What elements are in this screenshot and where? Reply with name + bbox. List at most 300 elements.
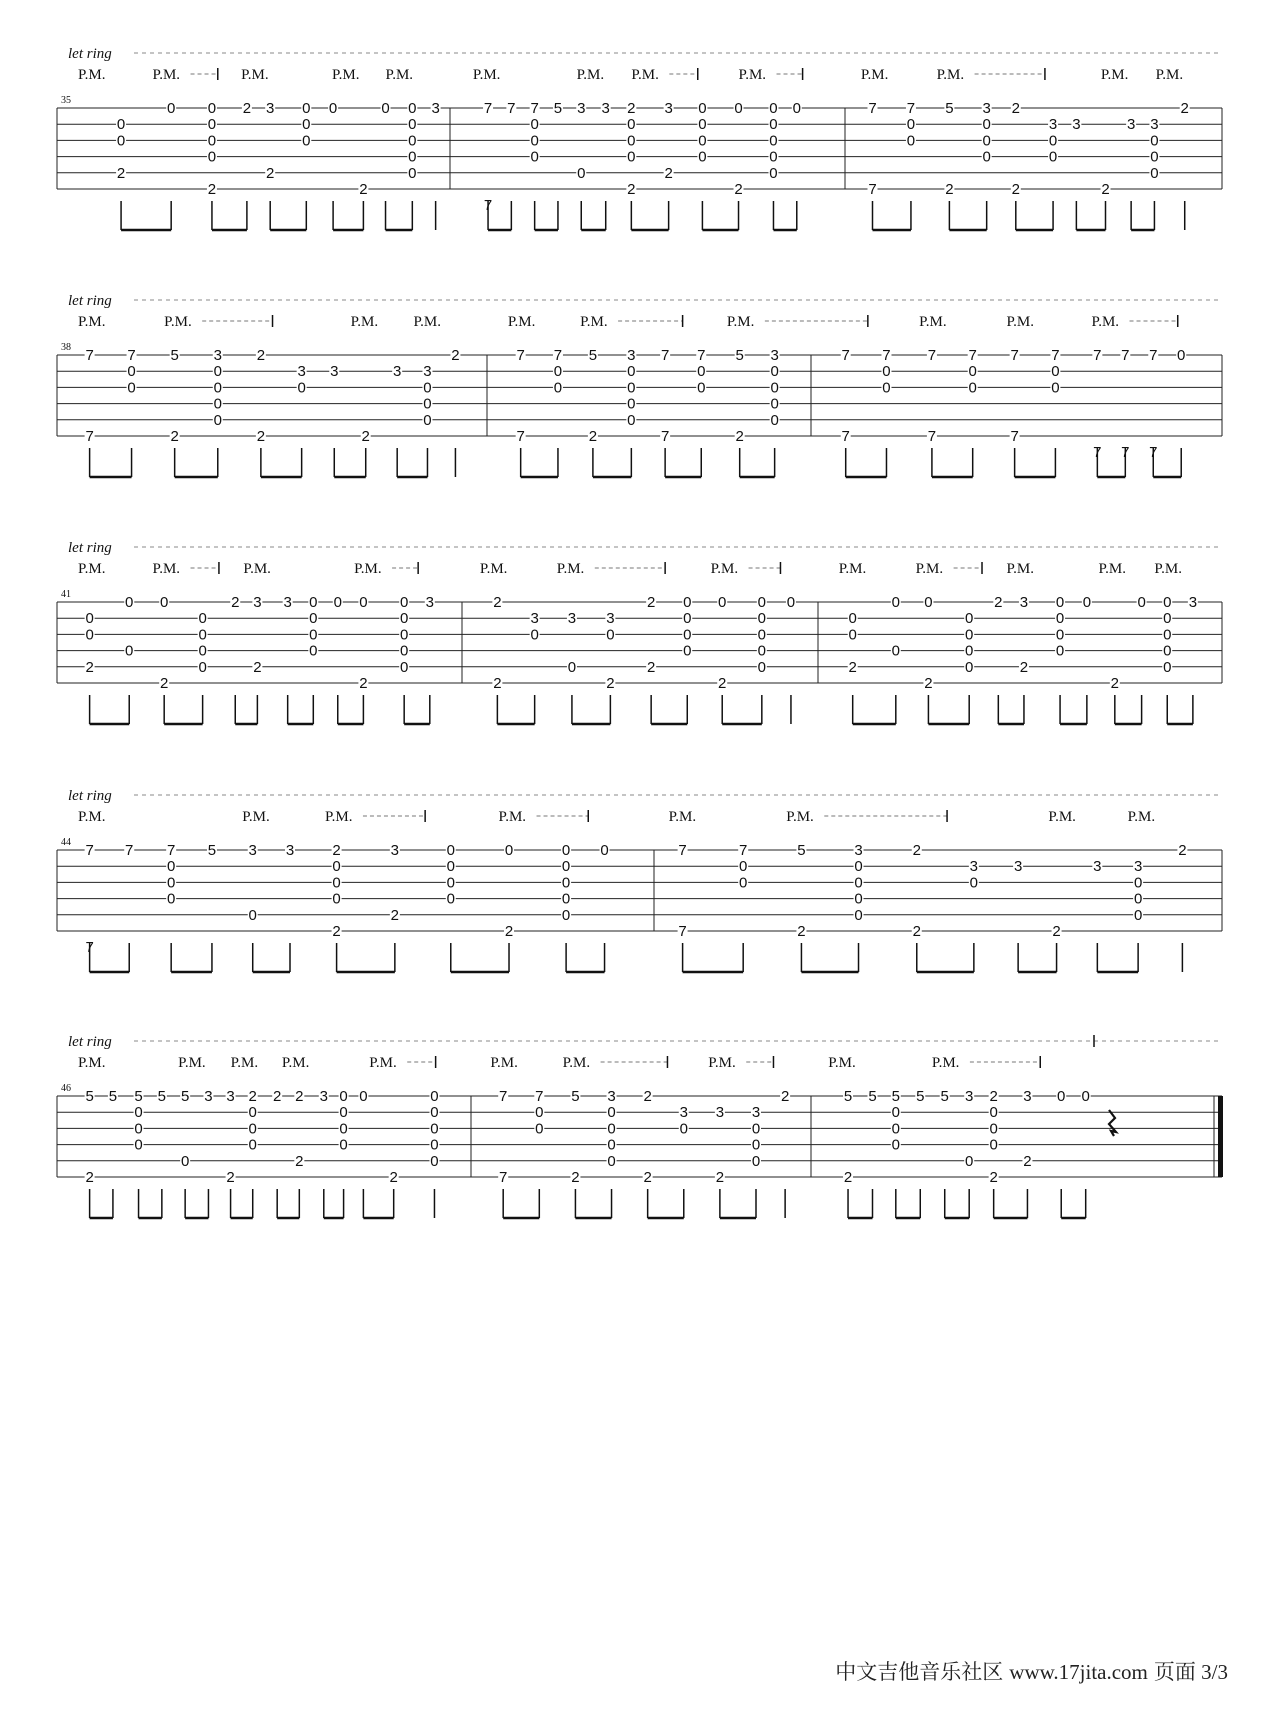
fret-number: 3 (664, 100, 673, 117)
fret-number: 5 (891, 1088, 900, 1105)
fret-number: 5 (588, 347, 598, 364)
measure-number: 41 (61, 589, 71, 600)
fret-number: 0 (1133, 890, 1143, 908)
fret-number: 0 (627, 148, 636, 166)
fret-number: 0 (1051, 379, 1060, 397)
fret-number: 0 (213, 411, 222, 429)
fret-number: 0 (757, 594, 766, 611)
fret-number: 0 (248, 906, 257, 924)
fret-number: 0 (399, 626, 409, 644)
fret-number: 0 (535, 1120, 544, 1138)
fret-number: 0 (627, 116, 636, 134)
fret-number: 2 (1011, 181, 1020, 198)
fret-number: 2 (734, 181, 743, 198)
fret-number: 7 (499, 1169, 508, 1186)
fret-number: 3 (393, 363, 402, 381)
fret-number: 0 (561, 842, 571, 859)
fret-number: 7 (927, 428, 937, 445)
fret-number: 0 (1133, 874, 1143, 892)
fret-number: 3 (1023, 1088, 1032, 1105)
palm-mute-label: P.M. (77, 314, 106, 330)
palm-mute-label: P.M. (1155, 67, 1184, 83)
fret-number: 0 (553, 363, 563, 381)
fret-number: 7 (678, 842, 687, 859)
fret-number: 0 (751, 1120, 761, 1138)
fret-number: 0 (739, 874, 748, 892)
fret-number: 2 (643, 1088, 652, 1105)
page-footer (829, 1656, 1228, 1686)
fret-number: 0 (1137, 594, 1146, 611)
fret-number: 0 (530, 132, 539, 150)
fret-number: 0 (1133, 906, 1143, 924)
palm-mute-label: P.M. (490, 1055, 518, 1071)
fret-number: 0 (698, 100, 707, 117)
fret-number: 2 (207, 181, 217, 198)
footer-site-name: 中文吉他音乐社区 (835, 1660, 1004, 1684)
fret-number: 3 (1126, 116, 1136, 134)
fret-number: 5 (108, 1088, 118, 1105)
fret-number: 3 (319, 1088, 328, 1105)
fret-number: 2 (359, 181, 368, 198)
fret-number: 0 (134, 1104, 143, 1122)
fret-number: 0 (423, 411, 432, 429)
palm-mute-label: P.M. (242, 809, 270, 825)
palm-mute-label: P.M. (498, 809, 527, 825)
fret-number: 0 (332, 890, 341, 908)
fret-number: 2 (571, 1169, 580, 1186)
fret-number: 0 (1150, 148, 1159, 166)
fret-number: 0 (854, 890, 863, 908)
fret-number: 2 (85, 1169, 94, 1186)
fret-number: 2 (627, 100, 636, 117)
fret-number: 0 (1081, 1088, 1090, 1105)
fret-number: 0 (567, 658, 577, 676)
fret-number: 0 (430, 1120, 439, 1138)
fret-number: 0 (854, 874, 863, 892)
palm-mute-label: P.M. (708, 1055, 736, 1071)
fret-number: 5 (843, 1088, 853, 1105)
fret-number: 2 (715, 1169, 725, 1186)
fret-number: 0 (1051, 363, 1060, 381)
fret-number: 2 (1052, 923, 1061, 940)
fret-number: 7 (553, 347, 563, 364)
fret-number: 2 (493, 594, 502, 611)
fret-number: 0 (339, 1088, 348, 1105)
fret-number: 0 (698, 116, 707, 134)
let-ring-label: let ring (68, 293, 112, 309)
measure-number: 35 (61, 95, 71, 106)
fret-number: 7 (841, 428, 850, 445)
fret-number: 3 (390, 842, 400, 859)
fret-number: 0 (309, 626, 318, 644)
fret-number: 2 (226, 1169, 235, 1186)
palm-mute-label: P.M. (472, 67, 501, 83)
footer-url: www.17jita.com (1009, 1660, 1148, 1684)
fret-number: 2 (643, 1169, 652, 1186)
fret-number: 0 (134, 1120, 143, 1138)
fret-number: 0 (399, 658, 409, 676)
fret-number: 2 (266, 164, 275, 182)
fret-number: 0 (430, 1104, 439, 1122)
fret-number: 0 (989, 1136, 998, 1154)
fret-number: 7 (1093, 444, 1102, 462)
palm-mute-label: P.M. (152, 67, 181, 83)
fret-number: 0 (504, 842, 514, 859)
fret-number: 0 (751, 1136, 761, 1154)
measure-number: 44 (61, 837, 71, 848)
fret-number: 3 (425, 594, 434, 611)
palm-mute-label: P.M. (164, 314, 192, 330)
fret-number: 0 (166, 858, 176, 876)
palm-mute-label: P.M. (385, 67, 414, 83)
fret-number: 0 (408, 116, 417, 134)
fret-number: 0 (332, 874, 341, 892)
fret-number: 0 (535, 1104, 544, 1122)
fret-number: 0 (854, 858, 863, 876)
fret-number: 0 (446, 858, 455, 876)
fret-number: 0 (751, 1152, 761, 1170)
fret-number: 0 (1055, 626, 1065, 644)
palm-mute-label: P.M. (230, 1055, 259, 1071)
fret-number: 0 (309, 594, 318, 611)
fret-number: 2 (253, 658, 262, 676)
fret-number: 0 (770, 379, 779, 397)
fret-number: 7 (127, 347, 136, 364)
fret-number: 0 (848, 626, 857, 644)
fret-number: 0 (792, 100, 801, 117)
palm-mute-label: P.M. (354, 561, 382, 577)
palm-mute-label: P.M. (936, 67, 965, 83)
fret-number: 0 (160, 594, 169, 611)
palm-mute-label: P.M. (241, 67, 269, 83)
fret-number: 0 (607, 1120, 616, 1138)
fret-number: 5 (180, 1088, 190, 1105)
fret-number: 0 (423, 379, 432, 397)
palm-mute-label: P.M. (860, 67, 889, 83)
fret-number: 0 (757, 658, 766, 676)
fret-number: 0 (891, 594, 900, 611)
fret-number: 5 (157, 1088, 167, 1105)
fret-number: 7 (906, 100, 916, 117)
quarter-rest (1109, 1110, 1116, 1136)
fret-number: 0 (627, 395, 636, 413)
fret-number: 3 (213, 347, 222, 364)
fret-number: 2 (646, 658, 656, 676)
fret-number: 0 (770, 363, 779, 381)
fret-number: 0 (1057, 1088, 1066, 1105)
palm-mute-label: P.M. (1091, 314, 1120, 330)
fret-number: 0 (989, 1104, 998, 1122)
fret-number: 0 (309, 610, 318, 628)
fret-number: 2 (295, 1152, 304, 1170)
fret-number: 0 (965, 626, 974, 644)
fret-number: 7 (868, 181, 877, 198)
fret-number: 5 (207, 842, 217, 859)
fret-number: 0 (332, 858, 341, 876)
fret-number: 2 (390, 906, 400, 924)
fret-number: 7 (1121, 444, 1130, 462)
fret-number: 0 (1163, 594, 1172, 611)
fret-number: 0 (430, 1088, 439, 1105)
fret-number: 0 (530, 148, 539, 166)
palm-mute-label: P.M. (931, 1055, 960, 1071)
fret-number: 2 (989, 1088, 998, 1105)
fret-number: 3 (330, 363, 339, 381)
fret-number: 2 (231, 594, 240, 611)
fret-number: 3 (283, 594, 292, 611)
palm-mute-label: P.M. (726, 314, 755, 330)
fret-number: 0 (607, 1136, 616, 1154)
fret-number: 0 (134, 1136, 143, 1154)
fret-number: 0 (166, 100, 176, 117)
fret-number: 0 (600, 842, 609, 859)
fret-number: 0 (399, 642, 409, 660)
fret-number: 3 (601, 100, 610, 117)
fret-number: 0 (769, 164, 778, 182)
palm-mute-label: P.M. (324, 809, 353, 825)
fret-number: 2 (718, 675, 727, 692)
fret-number: 0 (207, 132, 217, 150)
palm-mute-label: P.M. (919, 314, 947, 330)
fret-number: 7 (1093, 347, 1102, 364)
fret-number: 0 (125, 642, 134, 660)
fret-number: 0 (530, 116, 539, 134)
fret-number: 0 (339, 1136, 348, 1154)
fret-number: 0 (607, 1152, 616, 1170)
fret-number: 0 (757, 642, 766, 660)
fret-number: 7 (166, 842, 176, 859)
fret-number: 3 (431, 100, 440, 117)
fret-number: 2 (295, 1088, 304, 1105)
fret-number: 3 (253, 594, 262, 611)
fret-number: 2 (504, 923, 514, 940)
fret-number: 5 (571, 1088, 580, 1105)
palm-mute-label: P.M. (77, 67, 106, 83)
fret-number: 0 (786, 594, 796, 611)
fret-number: 3 (715, 1104, 725, 1122)
fret-number: 2 (780, 1088, 790, 1105)
fret-number: 0 (408, 148, 417, 166)
fret-number: 0 (882, 363, 891, 381)
fret-number: 2 (924, 675, 933, 692)
fret-number: 0 (408, 164, 417, 182)
tab-system (57, 300, 1222, 477)
fret-number: 2 (256, 347, 266, 364)
fret-number: 2 (912, 842, 921, 859)
fret-number: 2 (797, 923, 806, 940)
palm-mute-label: P.M. (507, 314, 536, 330)
fret-number: 3 (577, 100, 586, 117)
fret-number: 0 (85, 626, 94, 644)
fret-number: 0 (906, 132, 916, 150)
fret-number: 0 (1163, 610, 1172, 628)
fret-number: 0 (698, 148, 707, 166)
fret-number: 2 (359, 675, 368, 692)
fret-number: 0 (166, 890, 176, 908)
fret-number: 0 (1048, 148, 1058, 166)
fret-number: 7 (927, 347, 937, 364)
fret-number: 0 (1150, 132, 1159, 150)
fret-number: 0 (213, 363, 222, 381)
fret-number: 0 (982, 116, 991, 134)
fret-number: 2 (994, 594, 1003, 611)
fret-number: 0 (757, 610, 766, 628)
fret-number: 7 (968, 347, 977, 364)
fret-number: 0 (430, 1152, 439, 1170)
fret-number: 2 (256, 428, 266, 445)
fret-number: 5 (85, 1088, 94, 1105)
fret-number: 7 (85, 428, 94, 445)
fret-number: 0 (166, 874, 176, 892)
tab-system (57, 795, 1222, 972)
fret-number: 0 (297, 379, 306, 397)
palm-mute-label: P.M. (77, 1055, 106, 1071)
fret-number: 7 (1010, 347, 1019, 364)
palm-mute-label: P.M. (738, 67, 767, 83)
fret-number: 0 (757, 626, 766, 644)
fret-number: 2 (1023, 1152, 1032, 1170)
fret-number: 3 (1048, 116, 1058, 134)
fret-number: 0 (198, 626, 207, 644)
fret-number: 3 (751, 1104, 761, 1122)
palm-mute-label: P.M. (1100, 67, 1129, 83)
fret-number: 7 (1051, 347, 1060, 364)
fret-number: 7 (85, 842, 94, 859)
fret-number: 0 (248, 1120, 257, 1138)
footer-page-number: 页面 3/3 (1153, 1660, 1228, 1684)
fret-number: 0 (627, 379, 636, 397)
fret-number: 3 (204, 1088, 213, 1105)
fret-number: 2 (389, 1169, 398, 1186)
fret-number: 0 (607, 1104, 616, 1122)
fret-number: 0 (924, 594, 933, 611)
fret-number: 0 (1055, 642, 1065, 660)
fret-number: 0 (698, 132, 707, 150)
fret-number: 0 (1055, 594, 1065, 611)
fret-number: 0 (965, 642, 974, 660)
fret-number: 3 (770, 347, 779, 364)
palm-mute-label: P.M. (413, 314, 442, 330)
fret-number: 0 (1048, 132, 1058, 150)
fret-number: 2 (493, 675, 502, 692)
fret-number: 2 (1178, 842, 1187, 859)
fret-number: 0 (302, 132, 311, 150)
fret-number: 2 (1110, 675, 1119, 692)
fret-number: 0 (697, 363, 706, 381)
fret-number: 0 (965, 1152, 974, 1170)
fret-number: 0 (989, 1120, 998, 1138)
fret-number: 7 (1149, 444, 1158, 462)
fret-number: 0 (302, 116, 311, 134)
fret-number: 7 (1121, 347, 1130, 364)
fret-number: 3 (969, 858, 979, 876)
palm-mute-label: P.M. (786, 809, 814, 825)
fret-number: 7 (1010, 428, 1019, 445)
fret-number: 3 (1133, 858, 1143, 876)
fret-number: 3 (854, 842, 863, 859)
palm-mute-label: P.M. (1154, 561, 1182, 577)
fret-number: 0 (381, 100, 390, 117)
palm-mute-label: P.M. (479, 561, 508, 577)
palm-mute-label: P.M. (1098, 561, 1127, 577)
fret-number: 2 (843, 1169, 853, 1186)
fret-number: 3 (1150, 116, 1159, 134)
palm-mute-label: P.M. (1127, 809, 1156, 825)
fret-number: 7 (85, 939, 94, 957)
fret-number: 2 (989, 1169, 998, 1186)
fret-number: 5 (940, 1088, 949, 1105)
fret-number: 2 (1011, 100, 1020, 117)
fret-number: 0 (982, 148, 991, 166)
fret-number: 7 (739, 842, 748, 859)
fret-number: 0 (969, 874, 979, 892)
fret-number: 7 (868, 100, 877, 117)
fret-number: 0 (606, 626, 615, 644)
fret-number: 0 (127, 363, 136, 381)
fret-number: 0 (180, 1152, 190, 1170)
palm-mute-label: P.M. (77, 561, 106, 577)
let-ring-label: let ring (68, 46, 112, 62)
let-ring-label: let ring (68, 1034, 112, 1050)
fret-number: 0 (561, 858, 571, 876)
fret-number: 2 (451, 347, 460, 364)
fret-number: 0 (1163, 642, 1172, 660)
fret-number: 3 (248, 842, 257, 859)
fret-number: 0 (198, 610, 207, 628)
fret-number: 2 (848, 658, 857, 676)
fret-number: 2 (116, 164, 126, 182)
palm-mute-label: P.M. (152, 561, 181, 577)
fret-number: 3 (226, 1088, 235, 1105)
fret-number: 0 (769, 116, 778, 134)
fret-number: 0 (309, 642, 318, 660)
palm-mute-label: P.M. (556, 561, 585, 577)
fret-number: 7 (841, 347, 850, 364)
fret-number: 0 (577, 164, 586, 182)
fret-number: 2 (1019, 658, 1029, 676)
fret-number: 7 (85, 347, 94, 364)
palm-mute-label: P.M. (243, 561, 271, 577)
fret-number: 0 (679, 1120, 688, 1138)
fret-number: 7 (535, 1088, 544, 1105)
fret-number: 0 (683, 626, 692, 644)
fret-number: 0 (125, 594, 134, 611)
fret-number: 0 (446, 890, 455, 908)
fret-number: 7 (516, 347, 525, 364)
fret-number: 0 (85, 610, 94, 628)
fret-number: 2 (242, 100, 252, 117)
fret-number: 2 (332, 923, 341, 940)
tab-system (57, 547, 1222, 724)
fret-number: 0 (207, 148, 217, 166)
let-ring-label: let ring (68, 788, 112, 804)
fret-number: 0 (553, 379, 563, 397)
fret-number: 7 (678, 923, 687, 940)
fret-number: 3 (530, 610, 539, 628)
fret-number: 0 (965, 610, 974, 628)
fret-number: 3 (965, 1088, 974, 1105)
fret-number: 0 (882, 379, 891, 397)
fret-number: 0 (683, 642, 692, 660)
fret-number: 0 (627, 132, 636, 150)
fret-number: 0 (248, 1104, 257, 1122)
fret-number: 0 (446, 842, 455, 859)
fret-number: 0 (207, 100, 217, 117)
fret-number: 0 (339, 1120, 348, 1138)
fret-number: 2 (588, 428, 598, 445)
fret-number: 0 (891, 642, 900, 660)
fret-number: 7 (483, 100, 493, 117)
